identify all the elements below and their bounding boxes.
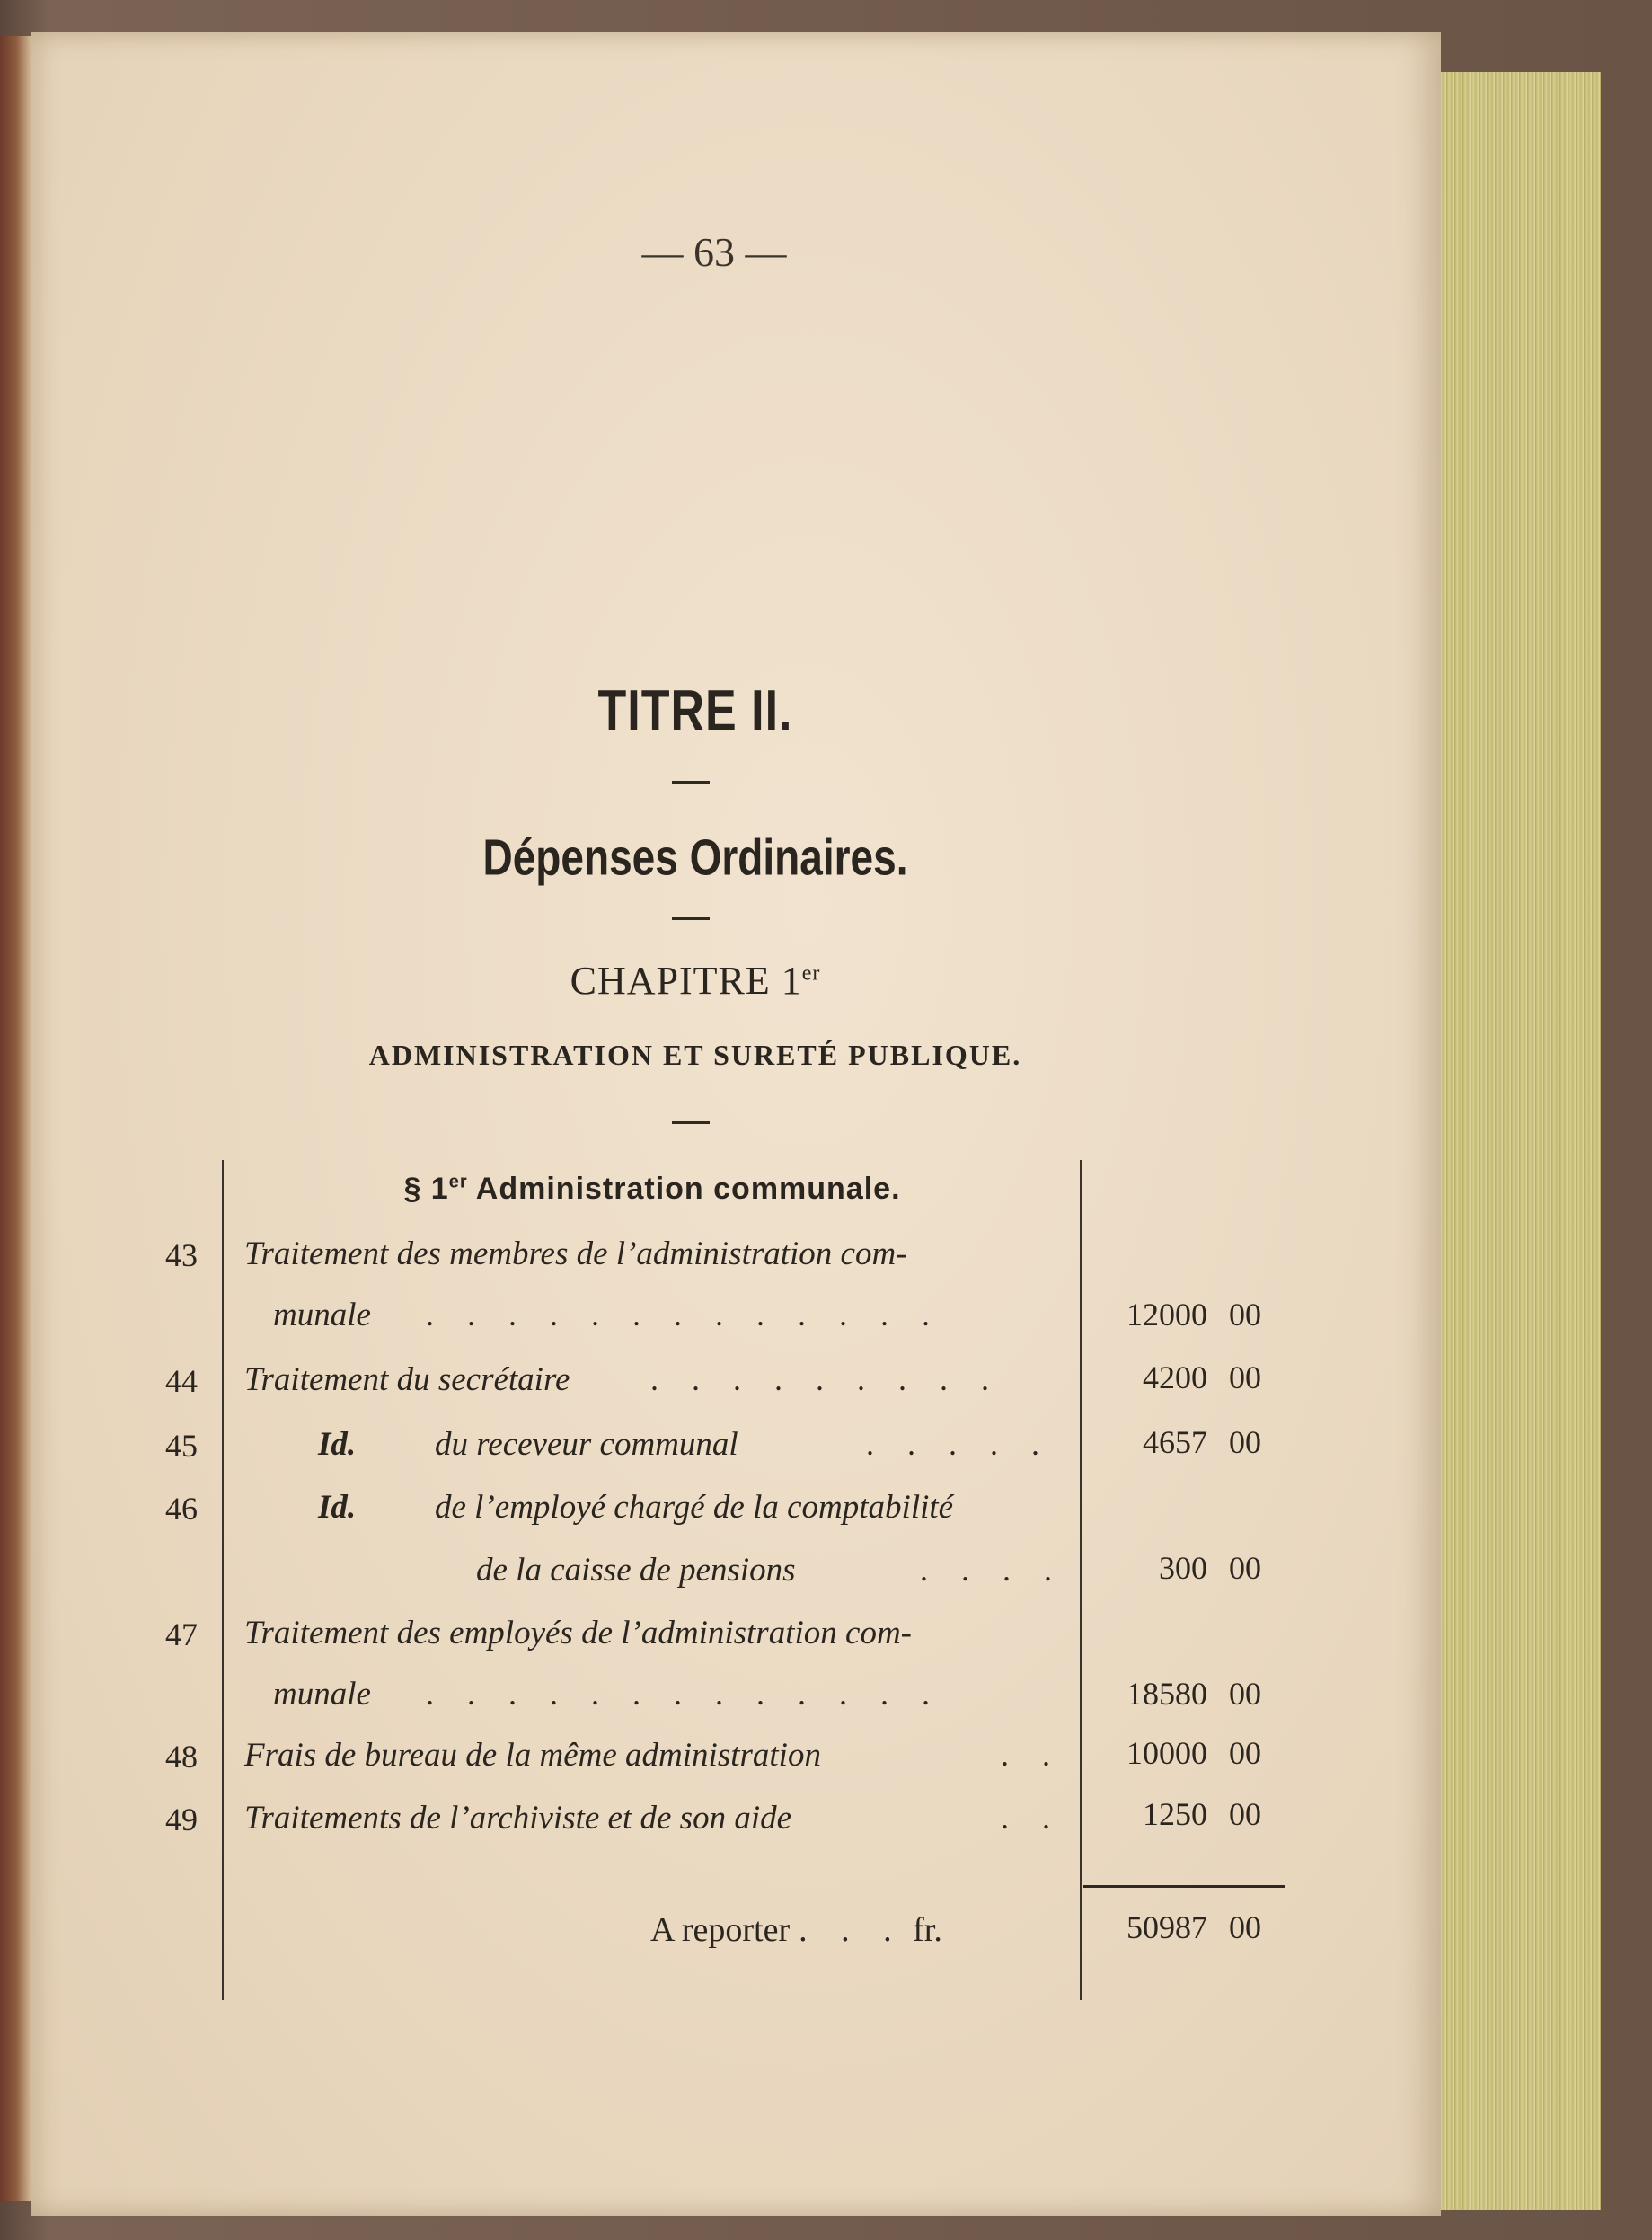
page-edges — [1428, 72, 1601, 2210]
row-amount: 4200 — [1143, 1359, 1207, 1395]
row-amount: 300 — [1159, 1550, 1207, 1586]
row-cents: 00 — [1229, 1424, 1261, 1460]
row-label: Traitements de l’archiviste et de son aide — [244, 1800, 792, 1837]
chapter-name: ADMINISTRATION ET SURETÉ PUBLIQUE. — [368, 1039, 1022, 1071]
total-rule — [1083, 1885, 1285, 1888]
section-title: Administration communale. — [467, 1172, 901, 1206]
carry-forward-label — [650, 1910, 942, 1950]
sub-title: Dépenses Ordinaires. — [482, 828, 908, 886]
row-label: Traitement des membres de l’administration com- — [244, 1235, 907, 1272]
row-amount: 1250 — [1143, 1796, 1207, 1832]
chapter-text: CHAPITRE 1 — [570, 959, 802, 1003]
row-number: 49 — [165, 1802, 198, 1837]
leader-dots: . . — [1001, 1800, 1063, 1836]
subtitle-rule — [672, 917, 710, 920]
row-label-continued: de la caisse de pensions — [476, 1552, 796, 1589]
row-number: 48 — [165, 1739, 198, 1775]
chapter-heading — [31, 958, 1360, 1004]
row-label: du receveur communal — [435, 1426, 738, 1463]
row-cents: 00 — [1229, 1676, 1261, 1712]
leader-dots: . . — [1001, 1737, 1063, 1773]
row-cents: 00 — [1229, 1359, 1261, 1395]
row-cents: 00 — [1229, 1297, 1261, 1332]
page-number: — 63 — — [641, 229, 787, 275]
row-cents: 00 — [1229, 1735, 1261, 1771]
section-mark: § 1 — [403, 1172, 449, 1206]
currency-unit: fr. — [913, 1911, 942, 1949]
table-left-rule — [222, 1160, 224, 2000]
row-amount: 18580 — [1126, 1676, 1207, 1712]
section-heading — [225, 1172, 1080, 1207]
leader-dots: . . . . . — [866, 1426, 1052, 1462]
row-cents: 00 — [1229, 1550, 1261, 1586]
row-label-continued: munale — [273, 1676, 371, 1713]
row-amount: 12000 — [1126, 1297, 1207, 1332]
row-label: de l’employé chargé de la comptabilité — [435, 1489, 954, 1526]
chapter-superscript: er — [801, 961, 821, 986]
row-number: 43 — [165, 1237, 198, 1273]
row-label: Traitement du secrétaire — [244, 1361, 570, 1398]
row-label: Traitement des employés de l’administration com- — [244, 1615, 912, 1651]
chapter-rule — [672, 1121, 710, 1124]
book-spine — [0, 36, 32, 2201]
row-label-continued: munale — [273, 1297, 371, 1333]
row-number: 46 — [165, 1491, 198, 1527]
title-titre: TITRE II. — [597, 678, 793, 744]
row-amount: 4657 — [1143, 1424, 1207, 1460]
page — [31, 32, 1441, 2216]
total-cents: 00 — [1229, 1909, 1261, 1945]
leader-dots: . . . . — [920, 1552, 1065, 1588]
leader-dots: . . . . . . . . . . . . . — [426, 1297, 942, 1332]
row-amount: 10000 — [1126, 1735, 1207, 1771]
row-label-id: Id. — [318, 1489, 357, 1526]
leader-dots: . . . — [799, 1911, 905, 1949]
row-number: 44 — [165, 1363, 198, 1399]
leader-dots: . . . . . . . . . . . . . — [426, 1676, 942, 1712]
row-label-id: Id. — [318, 1426, 357, 1463]
total-amount: 50987 — [1126, 1909, 1207, 1945]
leader-dots: . . . . . . . . . — [650, 1361, 1002, 1397]
row-number: 45 — [165, 1428, 198, 1464]
row-number: 47 — [165, 1616, 198, 1652]
row-cents: 00 — [1229, 1796, 1261, 1832]
section-superscript: er — [448, 1172, 468, 1192]
title-rule — [672, 781, 710, 784]
table-right-rule — [1080, 1160, 1082, 2000]
carry-forward-text: A reporter — [650, 1911, 791, 1949]
row-label: Frais de bureau de la même administration — [244, 1737, 821, 1774]
